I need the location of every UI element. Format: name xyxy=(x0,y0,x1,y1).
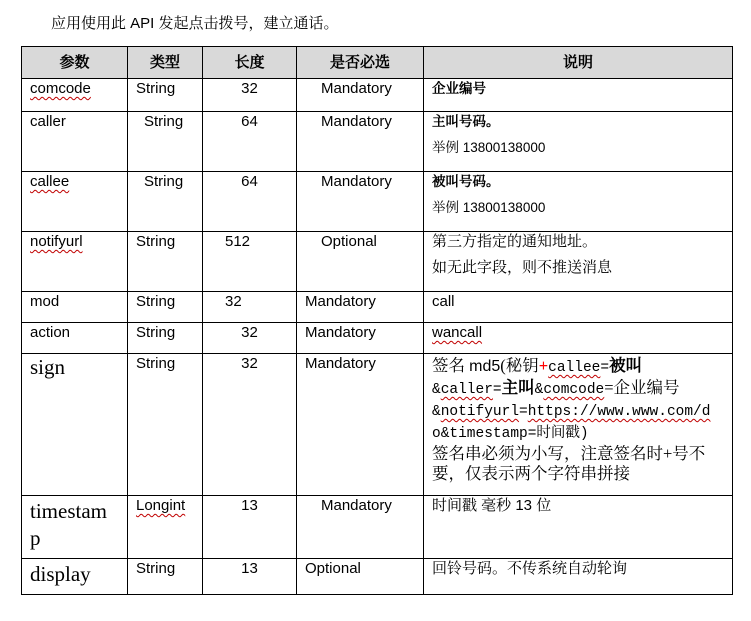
param-description: wancall xyxy=(424,323,733,354)
header-param: 参数 xyxy=(22,47,128,79)
param-required: Mandatory xyxy=(297,323,424,354)
param-description xyxy=(424,232,733,292)
table-row-caller xyxy=(22,112,733,172)
intro-text: 应用使用此 API 发起点击拨号，建立通话。 xyxy=(51,15,339,32)
table-row-callee xyxy=(22,172,733,232)
param-length: 32 xyxy=(203,323,297,354)
caller-desc-example: 举例 13800138000 xyxy=(432,140,546,155)
sign-note: 签名串必须为小写，注意签名时+号不要，仅表示两个字符串拼接 xyxy=(432,444,706,483)
param-required: Optional xyxy=(297,559,424,595)
parameter-table xyxy=(21,46,733,595)
table-row-action xyxy=(22,323,733,354)
param-name: caller xyxy=(22,112,128,172)
param-length: 512 xyxy=(203,232,297,292)
param-description xyxy=(424,112,733,172)
param-name: mod xyxy=(22,292,128,323)
param-name: callee xyxy=(22,172,128,232)
table-row-comcode xyxy=(22,79,733,112)
notifyurl-desc-line1: 第三方指定的通知地址。 xyxy=(432,233,598,250)
param-type: String xyxy=(128,292,203,323)
param-length: 32 xyxy=(203,79,297,112)
param-name: action xyxy=(22,323,128,354)
table-row-timestamp xyxy=(22,496,733,559)
param-description xyxy=(424,172,733,232)
notifyurl-desc-line2: 如无此字段，则不推送消息 xyxy=(432,259,613,276)
param-description: call xyxy=(424,292,733,323)
table-row-notifyurl xyxy=(22,232,733,292)
table-header-row xyxy=(22,47,733,79)
table-row-display xyxy=(22,559,733,595)
header-type: 类型 xyxy=(128,47,203,79)
param-length: 64 xyxy=(203,112,297,172)
header-description: 说明 xyxy=(424,47,733,79)
param-length: 64 xyxy=(203,172,297,232)
param-required: Mandatory xyxy=(297,354,424,496)
param-type: String xyxy=(128,112,203,172)
param-type: String xyxy=(128,79,203,112)
param-name: sign xyxy=(22,354,128,496)
param-name: timestam p xyxy=(22,496,128,559)
param-type: String xyxy=(128,354,203,496)
param-type: String xyxy=(128,323,203,354)
param-description: 回铃号码。不传系统自动轮询 xyxy=(424,559,733,595)
callee-desc-title: 被叫号码。 xyxy=(432,174,500,189)
param-name: display xyxy=(22,559,128,595)
param-length: 13 xyxy=(203,496,297,559)
param-description: 企业编号 xyxy=(424,79,733,112)
param-required: Mandatory xyxy=(297,112,424,172)
param-length: 32 xyxy=(203,354,297,496)
param-type: Longint xyxy=(128,496,203,559)
param-type: String xyxy=(128,559,203,595)
header-required: 是否必选 xyxy=(297,47,424,79)
param-type: String xyxy=(128,172,203,232)
param-required: Mandatory xyxy=(297,79,424,112)
caller-desc-title: 主叫号码。 xyxy=(432,114,500,129)
param-description: 时间戳 毫秒 13 位 xyxy=(424,496,733,559)
callee-desc-example: 举例 13800138000 xyxy=(432,200,546,215)
table-row-sign xyxy=(22,354,733,496)
param-required: Mandatory xyxy=(297,292,424,323)
param-name: comcode xyxy=(22,79,128,112)
param-type: String xyxy=(128,232,203,292)
param-required: Mandatory xyxy=(297,172,424,232)
param-name: notifyurl xyxy=(22,232,128,292)
table-row-mod xyxy=(22,292,733,323)
param-required: Optional xyxy=(297,232,424,292)
header-length: 长度 xyxy=(203,47,297,79)
param-description: 签名 md5(秘钥+callee=被叫 &caller=主叫&comcode=企业编号 &notifyurl=https://www.www.com/d o&timestamp=时间戳) 签名串必须为小写，注意签名时+号不要，仅表示两个字符串拼接 xyxy=(424,354,733,496)
plus-sign: + xyxy=(538,356,549,375)
param-length: 13 xyxy=(203,559,297,595)
param-length: 32 xyxy=(203,292,297,323)
param-required: Mandatory xyxy=(297,496,424,559)
